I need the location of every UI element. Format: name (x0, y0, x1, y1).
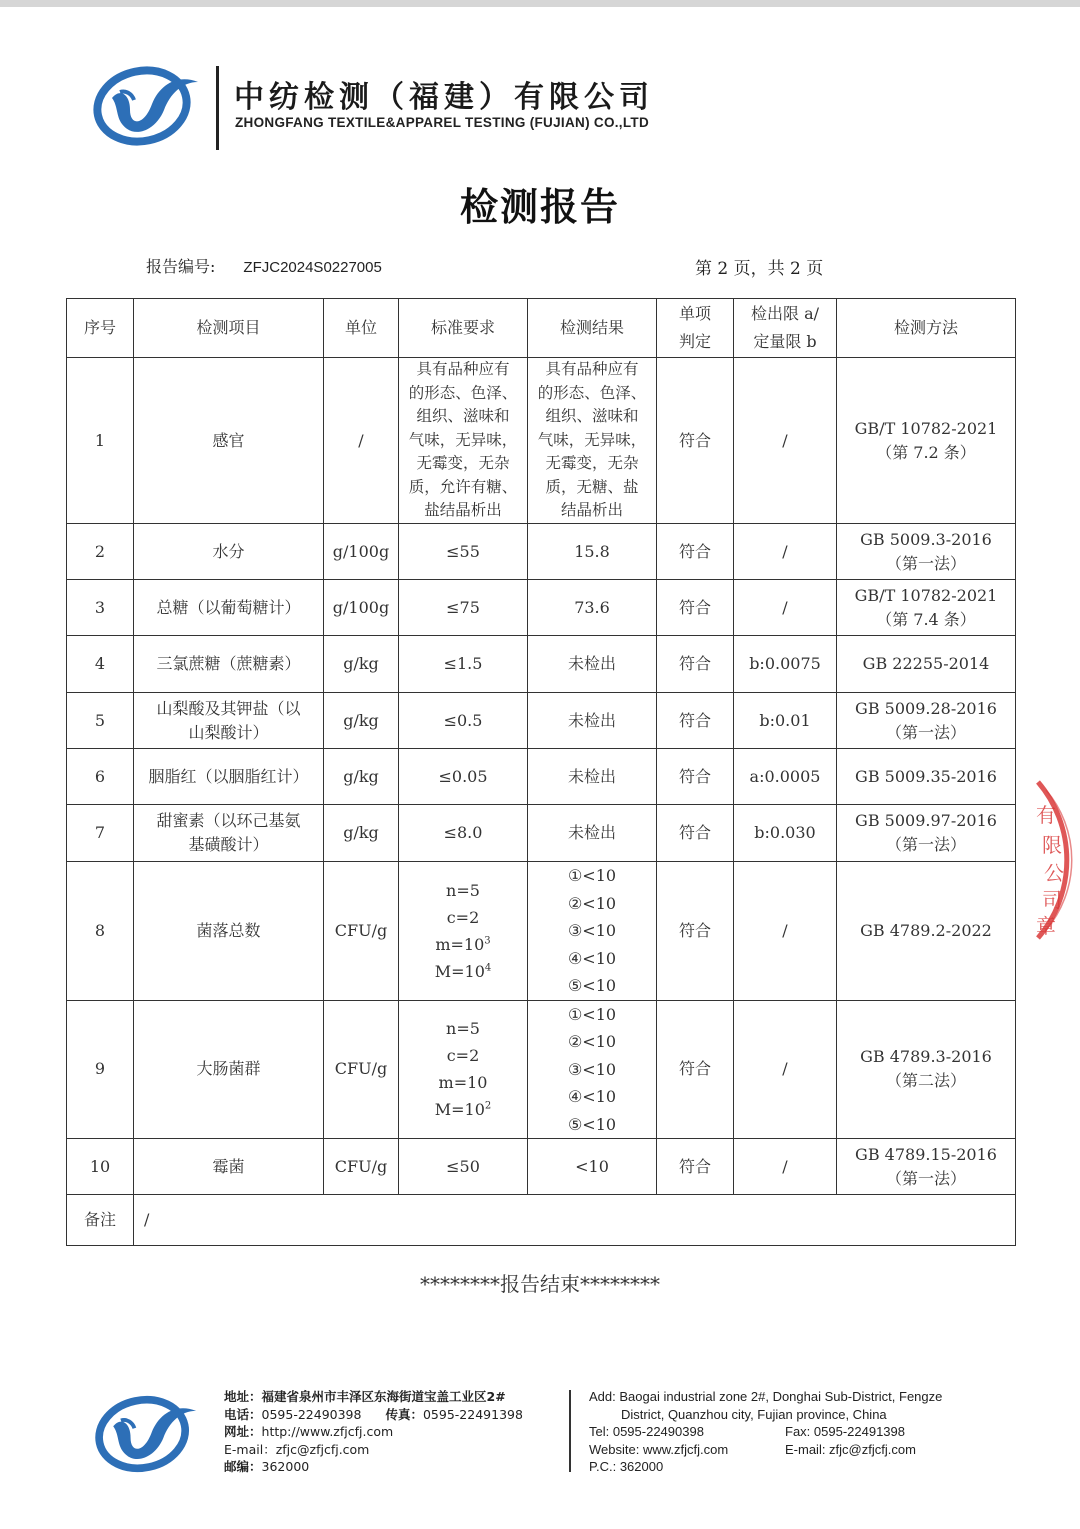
footer-fax-en: Fax: 0595-22491398 (785, 1424, 905, 1439)
cell-limit: b:0.01 (734, 693, 837, 749)
req-n: n=5 (446, 1019, 480, 1039)
table-row (67, 580, 1016, 636)
header-cell: 检测项目 (134, 299, 324, 358)
table-row (67, 358, 1016, 524)
footer-website: 网址：http://www.zfjcfj.com (224, 1424, 394, 1439)
cell-result: ①<10 ②<10 ③<10 ④<10 ⑤<10 (528, 1000, 657, 1139)
cell-judgement: 符合 (657, 1000, 734, 1139)
report-number-label: 报告编号: (146, 257, 216, 276)
cell-limit: / (734, 524, 837, 580)
cell-requirement: ≤0.05 (399, 749, 528, 805)
cell-no: 6 (67, 749, 134, 805)
cell-judgement: 符合 (657, 524, 734, 580)
req-c: c=2 (446, 907, 480, 927)
cell-method: GB 4789.15-2016 （第一法） (837, 1139, 1016, 1195)
footer-add-line2: District, Quanzhou city, Fujian province, China (621, 1406, 887, 1422)
cell-item: 菌落总数 (134, 862, 324, 1001)
cell-requirement: ≤0.5 (399, 693, 528, 749)
cell-result: 73.6 (528, 580, 657, 636)
cell-judgement: 符合 (657, 693, 734, 749)
req-n: n=5 (446, 880, 480, 900)
cell-result: ①<10 ②<10 ③<10 ④<10 ⑤<10 (528, 862, 657, 1001)
cell-item: 总糖（以葡萄糖计） (134, 580, 324, 636)
cell-no: 10 (67, 1139, 134, 1195)
cell-unit: g/100g (324, 580, 399, 636)
cell-item: 胭脂红（以胭脂红计） (134, 749, 324, 805)
cell-requirement: ≤55 (399, 524, 528, 580)
cell-item: 甜蜜素（以环己基氨 基磺酸计） (134, 805, 324, 862)
cell-judgement: 符合 (657, 358, 734, 524)
svg-text:有 限 公 司: 有 限 公 司 章 (1036, 803, 1064, 938)
req-m (403, 931, 523, 958)
header-cell: 检出限 a/ 定量限 b (734, 299, 837, 358)
cell-judgement: 符合 (657, 805, 734, 862)
table-row (67, 636, 1016, 693)
cell-no: 1 (67, 358, 134, 524)
cell-judgement: 符合 (657, 636, 734, 693)
cell-result: 15.8 (528, 524, 657, 580)
footer-divider (569, 1390, 571, 1472)
cell-unit: CFU/g (324, 1139, 399, 1195)
cell-result: 具有品种应有 的形态、色泽、 组织、滋味和 气味，无异味， 无霉变，无杂 质，无糖、盐 结晶析出 (528, 358, 657, 524)
cell-judgement: 符合 (657, 580, 734, 636)
req-M-base: M=10 (434, 1100, 485, 1120)
req-c: c=2 (446, 1046, 480, 1066)
footer-tel-fax (589, 1423, 1029, 1441)
company-logo-icon (90, 64, 202, 148)
cell-unit: g/kg (324, 749, 399, 805)
footer-email-en: E-mail: zfjc@zfjcfj.com (785, 1441, 916, 1457)
cell-limit: / (734, 1139, 837, 1195)
req-m-base: m=10 (435, 934, 485, 954)
header-cell: 检测方法 (837, 299, 1016, 358)
cell-item: 三氯蔗糖（蔗糖素） (134, 636, 324, 693)
cell-judgement: 符合 (657, 1139, 734, 1195)
cell-method: GB 5009.28-2016 （第一法） (837, 693, 1016, 749)
remark-label: 备注 (67, 1195, 134, 1246)
cell-limit: / (734, 358, 837, 524)
cell-requirement: ≤8.0 (399, 805, 528, 862)
table-row (67, 749, 1016, 805)
cell-requirement: ≤1.5 (399, 636, 528, 693)
cell-requirement (399, 1000, 528, 1139)
table-row (67, 1000, 1016, 1139)
cell-no: 2 (67, 524, 134, 580)
table-row (67, 1139, 1016, 1195)
cell-result: <10 (528, 1139, 657, 1195)
footer-phone: 电话：0595-22490398 传真：0595-22491398 (224, 1406, 523, 1422)
top-bar (0, 0, 1080, 7)
cell-method: GB/T 10782-2021 （第 7.4 条） (837, 580, 1016, 636)
header-divider (216, 66, 219, 150)
table-row (67, 524, 1016, 580)
cell-unit: CFU/g (324, 862, 399, 1001)
cell-unit: g/100g (324, 524, 399, 580)
table-row (67, 693, 1016, 749)
req-m: m=10 (438, 1073, 488, 1093)
footer-pc-en: P.C.: 362000 (589, 1459, 664, 1474)
footer-web-email (589, 1441, 1029, 1459)
cell-unit: g/kg (324, 805, 399, 862)
report-title: 检测报告 (459, 185, 620, 229)
req-M-exponent: 4 (484, 962, 492, 974)
cell-limit: / (734, 1000, 837, 1139)
cell-method: GB/T 10782-2021 （第 7.2 条） (837, 358, 1016, 524)
header-cell: 序号 (67, 299, 134, 358)
header-cell: 检测结果 (528, 299, 657, 358)
table-header-row (67, 299, 1016, 358)
footer-email: E-mail：zfjc@zfjcfj.com (224, 1441, 370, 1457)
header-cell: 单位 (324, 299, 399, 358)
cell-item: 水分 (134, 524, 324, 580)
cell-method: GB 5009.3-2016 （第一法） (837, 524, 1016, 580)
header-cell: 单项 判定 (657, 299, 734, 358)
table-row (67, 805, 1016, 862)
req-M (403, 1096, 523, 1123)
cell-method: GB 4789.3-2016 （第二法） (837, 1000, 1016, 1139)
cell-item: 山梨酸及其钾盐（以 山梨酸计） (134, 693, 324, 749)
results-table (66, 298, 1016, 1246)
company-name-cn: 中纺检测（福建）有限公司 (234, 80, 654, 115)
remark-row (67, 1195, 1016, 1246)
company-seal-icon (1020, 776, 1080, 948)
cell-result: 未检出 (528, 749, 657, 805)
cell-method: GB 5009.35-2016 (837, 749, 1016, 805)
cell-no: 3 (67, 580, 134, 636)
cell-limit: a:0.0005 (734, 749, 837, 805)
cell-no: 4 (67, 636, 134, 693)
footer-contact-en (589, 1388, 1029, 1476)
cell-result: 未检出 (528, 693, 657, 749)
req-M (403, 958, 523, 985)
req-M-exponent: 2 (484, 1100, 492, 1112)
footer-postcode: 邮编：362000 (224, 1459, 310, 1474)
cell-no: 8 (67, 862, 134, 1001)
company-name-en: ZHONGFANG TEXTILE&APPAREL TESTING (FUJIAN) CO.,LTD (235, 115, 650, 130)
cell-unit: g/kg (324, 636, 399, 693)
footer-website-en: Website: www.zfjcfj.com (589, 1441, 729, 1457)
cell-limit: b:0.0075 (734, 636, 837, 693)
cell-method: GB 4789.2-2022 (837, 862, 1016, 1001)
cell-unit: g/kg (324, 693, 399, 749)
footer-contact-cn (224, 1388, 564, 1476)
footer-logo-icon (92, 1392, 200, 1476)
cell-requirement: ≤75 (399, 580, 528, 636)
cell-item: 大肠菌群 (134, 1000, 324, 1139)
footer-address: 地址：福建省泉州市丰泽区东海街道宝盖工业区2# (224, 1389, 506, 1404)
cell-limit: b:0.030 (734, 805, 837, 862)
report-end-marker: ********报告结束******** (420, 1272, 660, 1296)
cell-no: 7 (67, 805, 134, 862)
page-info: 第 2 页，共 2 页 (695, 259, 824, 279)
cell-no: 5 (67, 693, 134, 749)
cell-item: 霉菌 (134, 1139, 324, 1195)
table-row (67, 862, 1016, 1001)
header-cell: 标准要求 (399, 299, 528, 358)
remark-value: / (134, 1195, 1016, 1246)
cell-result: 未检出 (528, 636, 657, 693)
cell-item: 感官 (134, 358, 324, 524)
cell-requirement: 具有品种应有 的形态、色泽、 组织、滋味和 气味，无异味， 无霉变，无杂 质，允许有糖、 盐结晶析出 (399, 358, 528, 524)
cell-method: GB 5009.97-2016 （第一法） (837, 805, 1016, 862)
cell-unit: CFU/g (324, 1000, 399, 1139)
cell-result: 未检出 (528, 805, 657, 862)
report-number-value: ZFJC2024S0227005 (243, 259, 382, 276)
cell-method: GB 22255-2014 (837, 636, 1016, 693)
cell-limit: / (734, 862, 837, 1001)
cell-requirement (399, 862, 528, 1001)
req-M-base: M=10 (434, 961, 485, 981)
req-m-exponent: 3 (484, 935, 491, 947)
cell-unit: / (324, 358, 399, 524)
cell-judgement: 符合 (657, 862, 734, 1001)
footer-add-line1: Add: Baogai industrial zone 2#, Donghai Sub-District, Fengze (589, 1389, 943, 1404)
report-number (146, 254, 382, 277)
footer-tel-en: Tel: 0595-22490398 (589, 1424, 704, 1439)
cell-limit: / (734, 580, 837, 636)
cell-no: 9 (67, 1000, 134, 1139)
cell-requirement: ≤50 (399, 1139, 528, 1195)
cell-judgement: 符合 (657, 749, 734, 805)
